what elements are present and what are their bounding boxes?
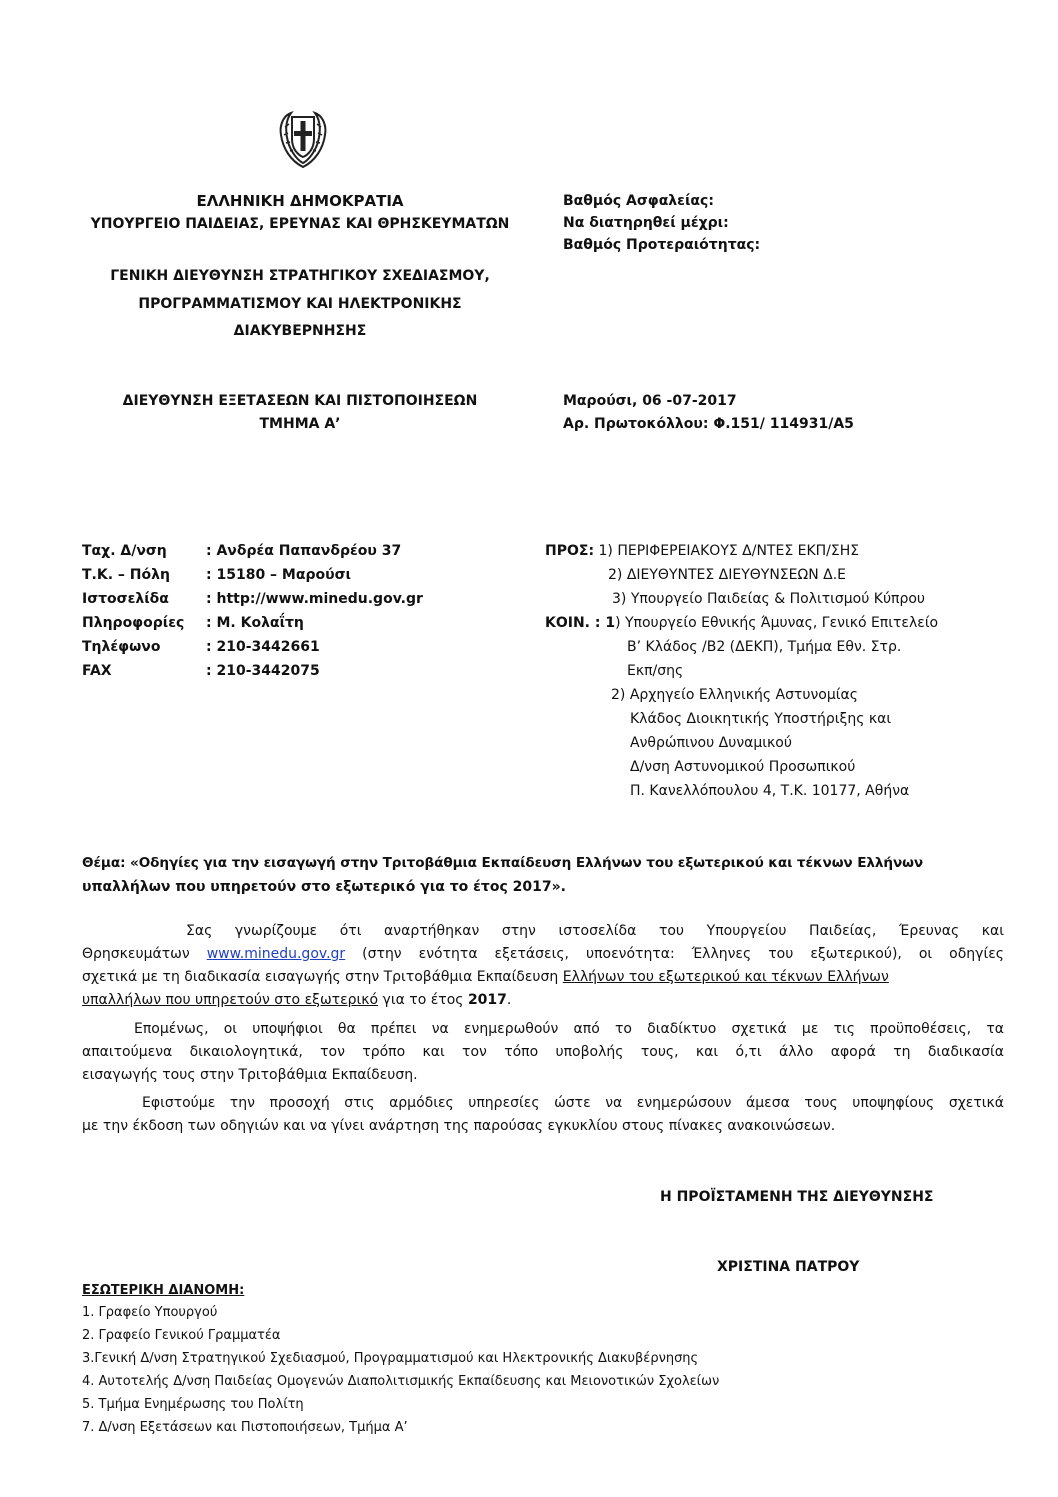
paragraph-1-line4 bbox=[82, 989, 511, 1011]
recipient-line bbox=[545, 540, 859, 562]
pros-label: ΠΡΟΣ: bbox=[545, 543, 595, 559]
p1-text: (στην ενότητα εξετάσεις, υποενότητα: Έλληνες του εξωτερικού), οι οδηγίες bbox=[345, 946, 1004, 962]
directorate-title: ΔΙΕΥΘΥΝΣΗ ΕΞΕΤΑΣΕΩΝ ΚΑΙ ΠΙΣΤΟΠΟΙΗΣΕΩΝ bbox=[122, 393, 478, 409]
koin-1-line2: Β’ Κλάδος /Β2 (ΔΕΚΠ), Τμήμα Εθν. Στρ. bbox=[627, 639, 902, 655]
distribution-item: 3.Γενική Δ/νση Στρατηγικού Σχεδιασμού, Προγραμματισμού και Ηλεκτρονικής Διακυβέρνησης bbox=[82, 1351, 699, 1366]
distribution-list bbox=[82, 1302, 982, 1442]
p1-text: Θρησκευμάτων bbox=[82, 946, 207, 962]
body-text bbox=[82, 920, 1004, 1140]
p1-text: για το έτος bbox=[378, 992, 468, 1008]
contact-row bbox=[82, 612, 304, 634]
recipient-3: 3) Υπουργείο Παιδείας & Πολιτισμού Κύπρου bbox=[612, 591, 926, 607]
p1-text: . bbox=[506, 992, 512, 1008]
p1-underlined: Ελλήνων του εξωτερικού και τέκνων Ελλήνων bbox=[562, 969, 889, 985]
koin-2-line3: Ανθρώπινου Δυναμικού bbox=[630, 735, 792, 751]
contact-row bbox=[82, 636, 320, 658]
contact-value: : 15180 – Μαρούσι bbox=[206, 567, 351, 583]
priority-level: Βαθμός Προτεραιότητας: bbox=[563, 237, 761, 253]
contact-row bbox=[82, 564, 351, 586]
protocol-number: Αρ. Πρωτοκόλλου: Φ.151/ 114931/Α5 bbox=[563, 416, 854, 432]
paragraph-3-line1: Εφιστούμε την προσοχή στις αρμόδιες υπηρεσίες ώστε να ενημερώσουν άμεσα τους υποψηφίους σχετικά bbox=[142, 1095, 1004, 1111]
distribution-item: 1. Γραφείο Υπουργού bbox=[82, 1305, 218, 1320]
contact-row bbox=[82, 660, 320, 682]
koin-2-line5: Π. Κανελλόπουλου 4, Τ.Κ. 10177, Αθήνα bbox=[630, 783, 910, 799]
koin-2-line4: Δ/νση Αστυνομικού Προσωπικού bbox=[630, 759, 856, 775]
koin-2-line1: 2) Αρχηγείο Ελληνικής Αστυνομίας bbox=[611, 687, 858, 703]
distribution-item: 7. Δ/νση Εξετάσεων και Πιστοποιήσεων, Τμήμα Α’ bbox=[82, 1420, 408, 1435]
contact-label: Πληροφορίες bbox=[82, 615, 185, 631]
contact-value: : 210-3442661 bbox=[206, 639, 320, 655]
contact-label: Τηλέφωνο bbox=[82, 639, 161, 655]
signatory-title: Η ΠΡΟΪΣΤΑΜΕΝΗ ΤΗΣ ΔΙΕΥΘΥΝΣΗΣ bbox=[660, 1189, 934, 1205]
contact-value: : Ανδρέα Παπανδρέου 37 bbox=[206, 543, 402, 559]
contact-label: Ιστοσελίδα bbox=[82, 591, 169, 607]
general-directorate-line1: ΓΕΝΙΚΗ ΔΙΕΥΘΥΝΣΗ ΣΤΡΑΤΗΓΙΚΟΥ ΣΧΕΔΙΑΣΜΟΥ, bbox=[110, 268, 490, 284]
contact-value: : 210-3442075 bbox=[206, 663, 320, 679]
contact-label: FAX bbox=[82, 663, 112, 679]
subject-line2: υπαλλήλων που υπηρετούν στο εξωτερικό για το έτος 2017». bbox=[82, 879, 566, 895]
recipient-2: 2) ΔΙΕΥΘΥΝΤΕΣ ΔΙΕΥΘΥΝΣΕΩΝ Δ.Ε bbox=[608, 567, 846, 583]
distribution-heading: ΕΣΩΤΕΡΙΚΗ ΔΙΑΝΟΜΗ: bbox=[82, 1283, 245, 1298]
general-directorate-line2: ΠΡΟΓΡΑΜΜΑΤΙΣΜΟΥ ΚΑΙ ΗΛΕΚΤΡΟΝΙΚΗΣ bbox=[138, 296, 462, 312]
contact-row bbox=[82, 588, 423, 610]
republic-title: ΕΛΛΗΝΙΚΗ ΔΗΜΟΚΡΑΤΙΑ bbox=[196, 192, 404, 210]
contact-block bbox=[82, 540, 482, 690]
koin-1-line3: Εκπ/σης bbox=[627, 663, 684, 679]
general-directorate-line3: ΔΙΑΚΥΒΕΡΝΗΣΗΣ bbox=[233, 323, 367, 339]
distribution-item: 5. Τμήμα Ενημέρωσης του Πολίτη bbox=[82, 1397, 304, 1412]
recipients-block bbox=[545, 540, 1015, 810]
koin-1-line1: ) Υπουργείο Εθνικής Άμυνας, Γενικό Επιτελείο bbox=[615, 615, 939, 631]
distribution-item: 4. Αυτοτελής Δ/νση Παιδείας Ομογενών Διαπολιτισμικής Εκπαίδευσης και Μειονοτικών Σχολείων bbox=[82, 1374, 720, 1389]
contact-label: Ταχ. Δ/νση bbox=[82, 543, 167, 559]
subject-line1: Θέμα: «Οδηγίες για την εισαγωγή στην Τριτοβάθμια Εκπαίδευση Ελλήνων του εξωτερικού και τέκνων Ελλήνων bbox=[82, 855, 923, 871]
department-title: ΤΜΗΜΑ Α’ bbox=[259, 416, 341, 432]
place-date: Μαρούσι, 06 -07-2017 bbox=[563, 393, 737, 409]
p1-underlined: υπαλλήλων που υπηρετούν στο εξωτερικό bbox=[82, 992, 379, 1008]
greek-coat-of-arms bbox=[275, 105, 331, 169]
paragraph-3-line2: με την έκδοση των οδηγιών και να γίνει ανάρτηση της παρούσας εγκυκλίου στους πίνακες ανακοινώσεων. bbox=[82, 1118, 836, 1134]
contact-value: : Μ. Κολαΐτη bbox=[206, 615, 304, 631]
koin-label: ΚΟΙΝ. : 1 bbox=[545, 615, 616, 631]
contact-row bbox=[82, 540, 401, 562]
paragraph-2-line2: απαιτούμενα δικαιολογητικά, τον τρόπο και τον τόπο υποβολής τους, και ό,τι άλλο αφορά τη διαδικασία bbox=[82, 1044, 1004, 1060]
paragraph-2-line1: Επομένως, οι υποψήφιοι θα πρέπει να ενημερωθούν από το διαδίκτυο σχετικά με τις προϋποθέσεις, τα bbox=[134, 1021, 1004, 1037]
contact-label: Τ.Κ. – Πόλη bbox=[82, 567, 170, 583]
recipient-line bbox=[545, 612, 938, 634]
minedu-link[interactable]: www.minedu.gov.gr bbox=[206, 946, 346, 962]
p1-text: σχετικά με τη διαδικασία εισαγωγής στην Τριτοβάθμια Εκπαίδευση bbox=[82, 969, 563, 985]
paragraph-1-line3 bbox=[82, 966, 1004, 988]
paragraph-2-line3: εισαγωγής τους στην Τριτοβάθμια Εκπαίδευση. bbox=[82, 1067, 418, 1083]
recipient-1: 1) ΠΕΡΙΦΕΡΕΙΑΚΟΥΣ Δ/ΝΤΕΣ ΕΚΠ/ΣΗΣ bbox=[594, 543, 860, 559]
signatory-name: ΧΡΙΣΤΙΝΑ ΠΑΤΡΟΥ bbox=[717, 1259, 860, 1275]
ministry-title: ΥΠΟΥΡΓΕΙΟ ΠΑΙΔΕΙΑΣ, ΕΡΕΥΝΑΣ ΚΑΙ ΘΡΗΣΚΕΥΜΑΤΩΝ bbox=[90, 216, 510, 232]
paragraph-1-line1: Σας γνωρίζουμε ότι αναρτήθηκαν στην ιστοσελίδα του Υπουργείου Παιδείας, Έρευνας και bbox=[186, 923, 1004, 939]
retention-period: Να διατηρηθεί μέχρι: bbox=[563, 215, 729, 231]
paragraph-1-line2 bbox=[82, 943, 1004, 965]
koin-2-line2: Κλάδος Διοικητικής Υποστήριξης και bbox=[630, 711, 892, 727]
distribution-item: 2. Γραφείο Γενικού Γραμματέα bbox=[82, 1328, 281, 1343]
contact-value: : http://www.minedu.gov.gr bbox=[206, 591, 423, 607]
security-level: Βαθμός Ασφαλείας: bbox=[563, 193, 714, 209]
p1-year: 2017 bbox=[467, 992, 507, 1008]
